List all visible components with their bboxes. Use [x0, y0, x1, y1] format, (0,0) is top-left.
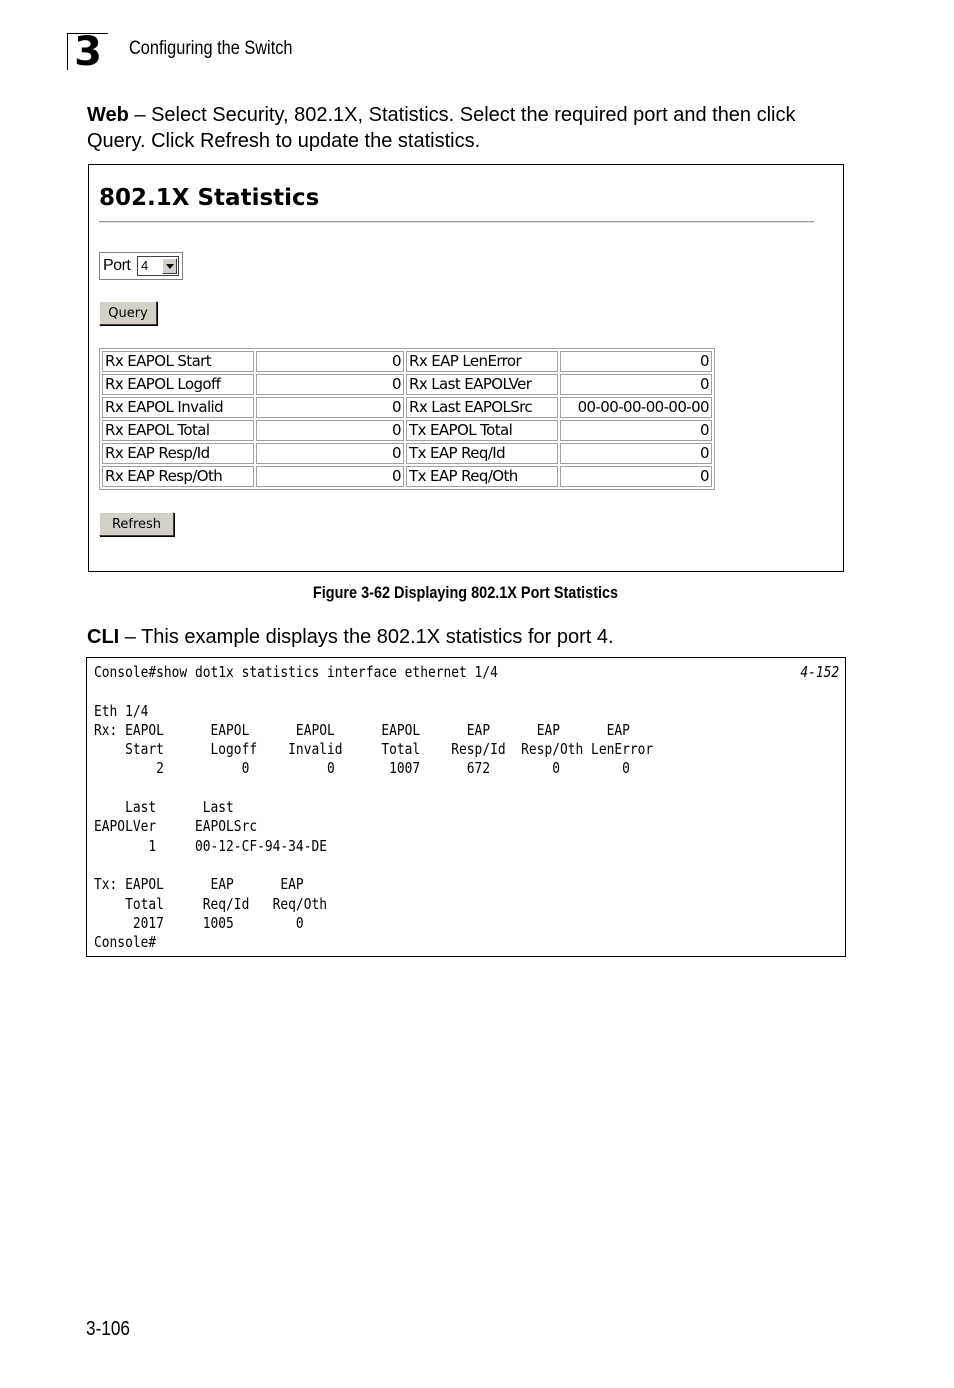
table-row [102, 397, 712, 418]
stat-value: 0 [560, 466, 712, 487]
stat-value: 00-00-00-00-00-00 [560, 397, 712, 418]
stat-label: Rx EAPOL Total [102, 420, 254, 441]
stat-label: Tx EAP Req/Oth [406, 466, 558, 487]
stat-label: Rx EAP Resp/Id [102, 443, 254, 464]
stat-value: 0 [256, 466, 404, 487]
cli-text: – This example displays the 802.1X statistics for port 4. [119, 626, 614, 648]
stat-value: 0 [560, 443, 712, 464]
title-divider [99, 221, 814, 223]
cli-output-box [86, 657, 846, 957]
page-number: 3-106 [86, 1318, 130, 1340]
figure-caption-wrap [0, 583, 932, 603]
table-row [102, 420, 712, 441]
stat-label: Rx EAP LenError [406, 351, 558, 372]
stat-label: Rx EAPOL Start [102, 351, 254, 372]
stat-label: Rx EAP Resp/Oth [102, 466, 254, 487]
stat-label: Tx EAP Req/Id [406, 443, 558, 464]
web-instructions [87, 102, 847, 154]
port-select[interactable] [137, 256, 179, 276]
stat-value: 0 [256, 397, 404, 418]
statistics-table [99, 348, 715, 490]
port-select-value: 4 [141, 258, 149, 273]
table-row [102, 466, 712, 487]
refresh-button[interactable]: Refresh [99, 512, 174, 536]
stat-value: 0 [560, 374, 712, 395]
stat-value: 0 [256, 420, 404, 441]
stat-value: 0 [256, 351, 404, 372]
chapter-number-badge: 3 [67, 33, 108, 70]
cli-reference: 4-152 [800, 663, 839, 681]
statistics-screenshot [88, 164, 844, 572]
web-lead: Web [87, 104, 129, 126]
stat-value: 0 [560, 351, 712, 372]
figure-caption: Figure 3-62 Displaying 802.1X Port Statistics [313, 583, 619, 602]
web-text: – Select Security, 802.1X, Statistics. Select the required port and then click Query. Click Refresh to update the statistics. [87, 104, 796, 152]
stat-value: 0 [256, 443, 404, 464]
stat-value: 0 [560, 420, 712, 441]
cli-output: Console#show dot1x statistics interface ethernet 1/4 Eth 1/4 Rx: EAPOL EAPOL EAPOL EAPOL EAP EAP EAP Start Logoff Invalid Total Resp/Id Resp/Oth LenError 2 0 0 1007 672 0 0 Last Last EAPOLVer EAPOLSrc 1 00-12-CF-94-34-DE Tx: EAPOL EAP EAP Total Req/Id Req/Oth 2017 1005 0 Console# [94, 663, 654, 952]
cli-lead: CLI [87, 626, 120, 648]
stat-label: Tx EAPOL Total [406, 420, 558, 441]
chevron-down-icon[interactable] [162, 258, 177, 274]
statistics-title: 802.1X Statistics [99, 185, 320, 211]
table-row [102, 374, 712, 395]
stat-label: Rx Last EAPOLSrc [406, 397, 558, 418]
stat-label: Rx EAPOL Invalid [102, 397, 254, 418]
query-button[interactable]: Query [99, 301, 157, 325]
table-row [102, 351, 712, 372]
cli-instructions [87, 624, 847, 650]
stat-label: Rx Last EAPOLVer [406, 374, 558, 395]
stat-label: Rx EAPOL Logoff [102, 374, 254, 395]
port-selector-group [99, 252, 183, 280]
stat-value: 0 [256, 374, 404, 395]
chapter-title: Configuring the Switch [129, 38, 293, 59]
port-label: Port [103, 257, 131, 274]
table-row [102, 443, 712, 464]
